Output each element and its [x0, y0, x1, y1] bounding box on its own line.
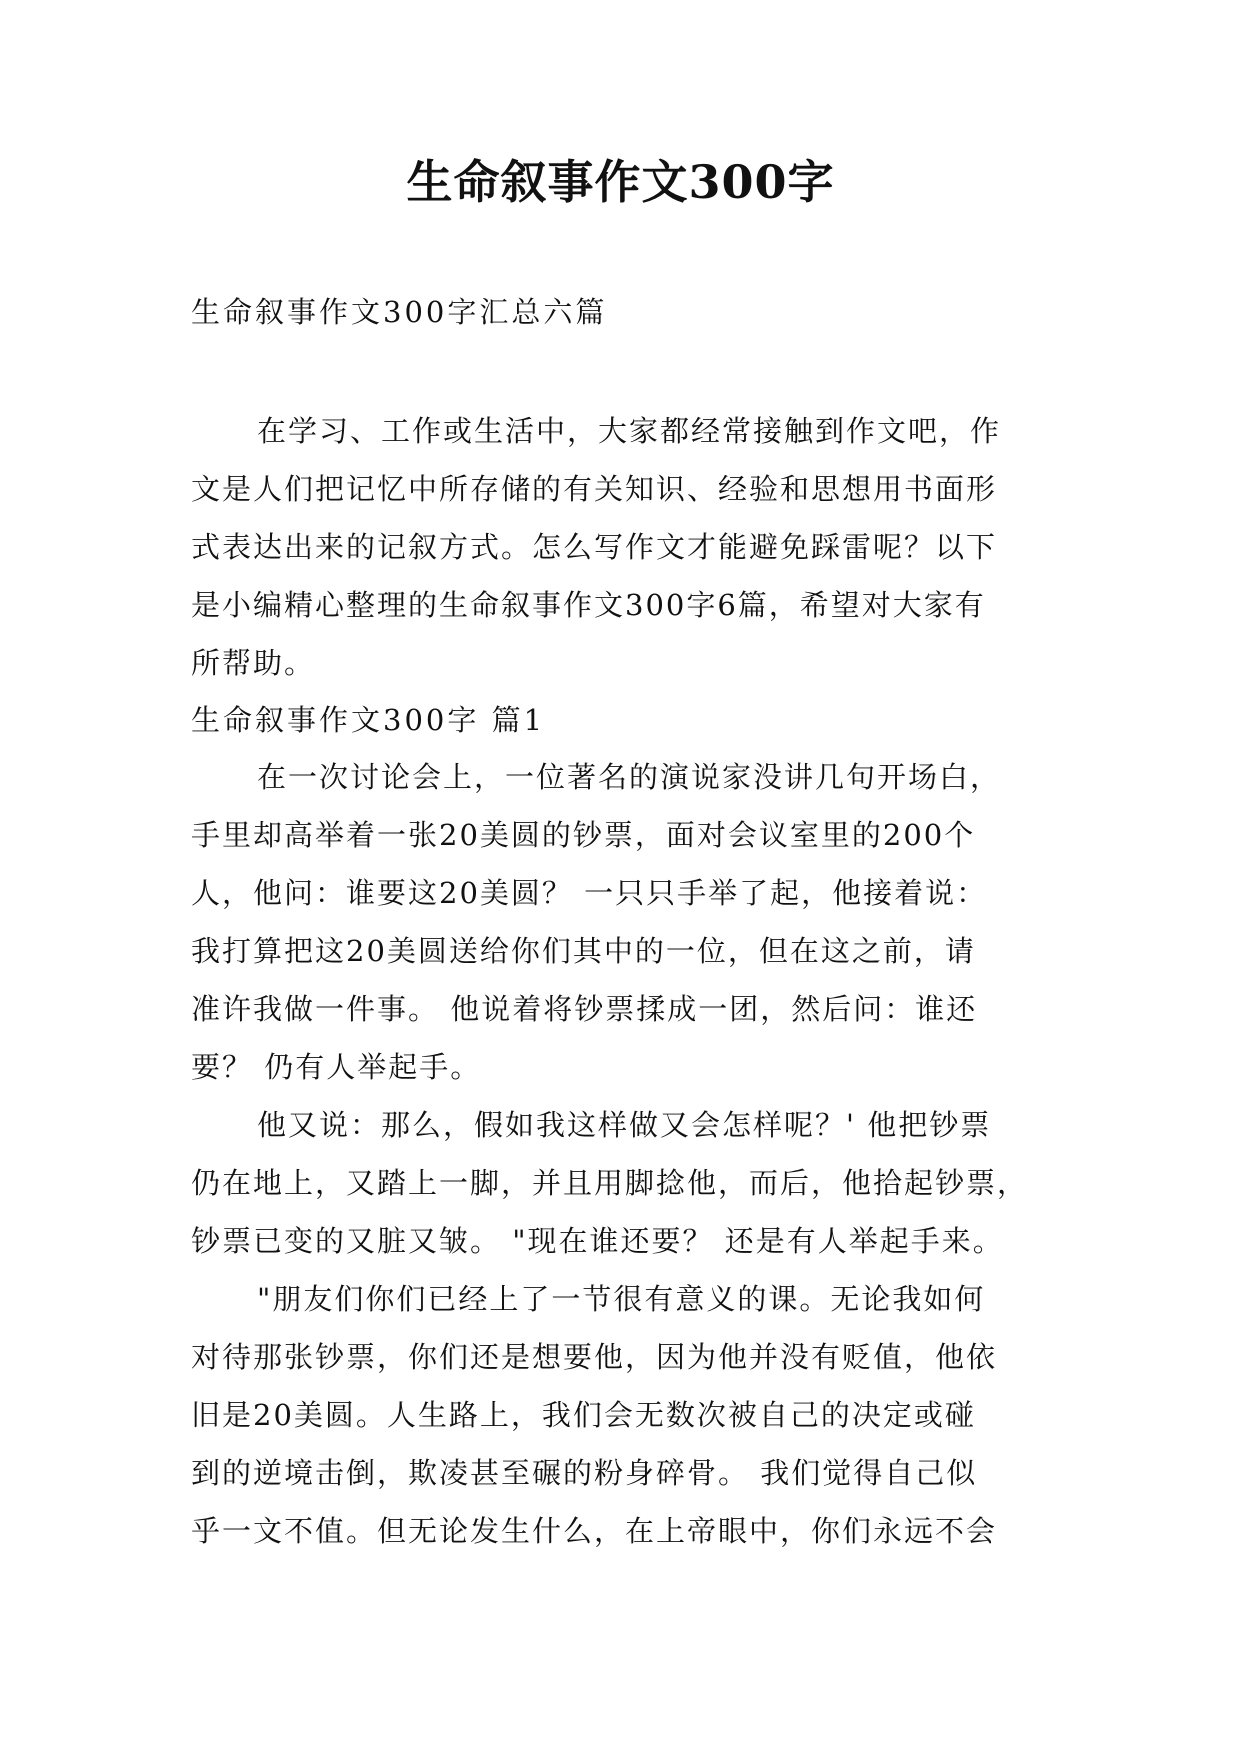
story-line: 要？ 仍有人举起手。	[191, 1050, 482, 1084]
section-heading: 生命叙事作文300字 篇1	[191, 703, 546, 737]
story-line: 手里却高举着一张20美圆的钞票，面对会议室里的200个	[191, 818, 976, 852]
story-text	[191, 748, 1061, 1560]
story-line: 我打算把这20美圆送给你们其中的一位，但在这之前，请	[191, 934, 976, 968]
intro-line: 所帮助。	[191, 646, 316, 680]
story-line: 对待那张钞票，你们还是想要他，因为他并没有贬值，他依	[191, 1340, 998, 1374]
story-line: 仍在地上，又踏上一脚，并且用脚捻他，而后，他拾起钞票，	[191, 1166, 1029, 1200]
document-subtitle: 生命叙事作文300字汇总六篇	[191, 295, 608, 329]
story-line: 乎一文不值。但无论发生什么，在上帝眼中，你们永远不会	[191, 1514, 998, 1548]
story-line: 人，他问：谁要这20美圆？ 一只只手举了起，他接着说：	[191, 876, 988, 910]
story-line: 钞票已变的又脏又皱。 "现在谁还要？ 还是有人举起手来。	[191, 1224, 1004, 1258]
intro-line: 在学习、工作或生活中，大家都经常接触到作文吧，作	[257, 414, 1002, 448]
story-line: "朋友们你们已经上了一节很有意义的课。无论我如何	[257, 1282, 986, 1316]
story-line: 到的逆境击倒，欺凌甚至碾的粉身碎骨。 我们觉得自己似	[191, 1456, 978, 1490]
intro-line: 是小编精心整理的生命叙事作文300字6篇，希望对大家有	[191, 588, 986, 622]
document-title: 生命叙事作文300字	[406, 155, 835, 209]
intro-line: 式表达出来的记叙方式。怎么写作文才能避免踩雷呢？以下	[191, 530, 998, 564]
story-line: 准许我做一件事。 他说着将钞票揉成一团，然后问：谁还	[191, 992, 978, 1026]
intro-line: 文是人们把记忆中所存储的有关知识、经验和思想用书面形	[191, 472, 998, 506]
intro-paragraph	[191, 402, 1061, 692]
story-line: 旧是20美圆。人生路上，我们会无数次被自己的决定或碰	[191, 1398, 976, 1432]
story-line: 他又说：那么，假如我这样做又会怎样呢？' 他把钞票	[257, 1108, 992, 1142]
story-line: 在一次讨论会上，一位著名的演说家没讲几句开场白，	[257, 760, 1002, 794]
